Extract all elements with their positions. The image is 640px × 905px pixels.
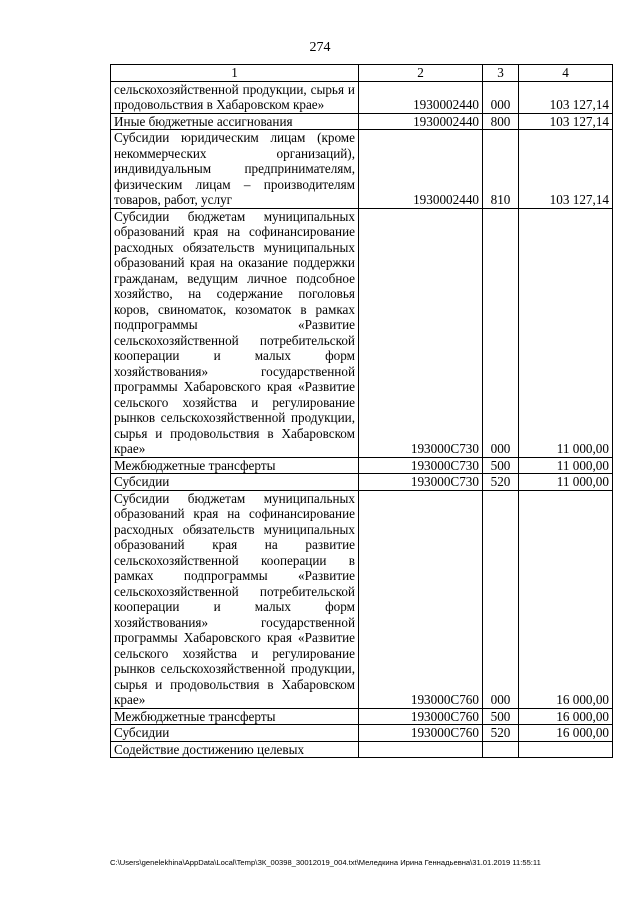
table-row xyxy=(111,708,613,725)
table-row xyxy=(111,725,613,742)
row-expense-type: 810 xyxy=(483,130,519,209)
row-code: 193000С730 xyxy=(359,208,483,457)
row-expense-type: 520 xyxy=(483,474,519,491)
row-code: 193000С760 xyxy=(359,490,483,708)
row-amount: 16 000,00 xyxy=(519,725,613,742)
table-row xyxy=(111,490,613,708)
table-row xyxy=(111,474,613,491)
row-code: 1930002440 xyxy=(359,113,483,130)
row-amount: 11 000,00 xyxy=(519,208,613,457)
table-row xyxy=(111,741,613,758)
header-col-2: 2 xyxy=(359,65,483,82)
row-amount: 103 127,14 xyxy=(519,81,613,113)
row-expense-type: 000 xyxy=(483,208,519,457)
table-row xyxy=(111,130,613,209)
row-expense-type: 000 xyxy=(483,490,519,708)
row-name: Межбюджетные трансферты xyxy=(111,708,359,725)
row-code xyxy=(359,741,483,758)
row-amount: 16 000,00 xyxy=(519,490,613,708)
row-name: Субсидии xyxy=(111,474,359,491)
table-row xyxy=(111,457,613,474)
row-code: 193000С760 xyxy=(359,708,483,725)
table-row xyxy=(111,113,613,130)
header-col-3: 3 xyxy=(483,65,519,82)
row-amount: 103 127,14 xyxy=(519,130,613,209)
row-amount: 16 000,00 xyxy=(519,708,613,725)
budget-table xyxy=(110,64,613,758)
row-expense-type: 500 xyxy=(483,457,519,474)
row-name: Субсидии бюджетам муниципальных образований края на софинансирование расходных обязательств муниципальных образований края на развитие сельскохозяйственной кооперации в рамках подпрограммы «Развитие сельскохозяйственной потребительской кооперации и малых форм хозяйствования» государственной программы Хабаровского края «Развитие сельского хозяйства и регулирование рынков сельскохозяйственной продукции, сырья и продовольствия в Хабаровском крае» xyxy=(111,490,359,708)
row-name: Субсидии бюджетам муниципальных образований края на софинансирование расходных обязательств муниципальных образований края на оказание поддержки гражданам, ведущим личное подсобное хозяйство, на содержание поголовья коров, свиноматок, козоматок в рамках подпрограммы «Развитие сельскохозяйственной потребительской кооперации и малых форм хозяйствования» государственной программы Хабаровского края «Развитие сельского хозяйства и регулирование рынков сельскохозяйственной продукции, сырья и продовольствия в Хабаровском крае» xyxy=(111,208,359,457)
row-expense-type: 800 xyxy=(483,113,519,130)
footer-file-path: C:\Users\genelekhina\AppData\Local\Temp\ЗК_00398_30012019_004.txt\Меледкина Ирина Геннадьевна\31.01.2019 11:55:11 xyxy=(110,858,541,867)
row-expense-type: 520 xyxy=(483,725,519,742)
row-expense-type xyxy=(483,741,519,758)
header-col-1: 1 xyxy=(111,65,359,82)
row-code: 193000С760 xyxy=(359,725,483,742)
row-code: 1930002440 xyxy=(359,130,483,209)
row-amount: 11 000,00 xyxy=(519,474,613,491)
row-expense-type: 000 xyxy=(483,81,519,113)
row-name: Субсидии юридическим лицам (кроме некоммерческих организаций), индивидуальным предпринимателям, физическим лицам – производителям товаров, работ, услуг xyxy=(111,130,359,209)
page-number: 274 xyxy=(309,40,331,55)
row-amount xyxy=(519,741,613,758)
row-amount: 103 127,14 xyxy=(519,113,613,130)
row-name: сельскохозяйственной продукции, сырья и продовольствия в Хабаровском крае» xyxy=(111,81,359,113)
row-code: 193000С730 xyxy=(359,474,483,491)
table-header-row xyxy=(111,65,613,82)
table-row xyxy=(111,81,613,113)
header-col-4: 4 xyxy=(519,65,613,82)
table-row xyxy=(111,208,613,457)
row-name: Иные бюджетные ассигнования xyxy=(111,113,359,130)
row-code: 193000С730 xyxy=(359,457,483,474)
row-name: Субсидии xyxy=(111,725,359,742)
row-expense-type: 500 xyxy=(483,708,519,725)
row-name: Содействие достижению целевых xyxy=(111,741,359,758)
row-code: 1930002440 xyxy=(359,81,483,113)
row-amount: 11 000,00 xyxy=(519,457,613,474)
row-name: Межбюджетные трансферты xyxy=(111,457,359,474)
